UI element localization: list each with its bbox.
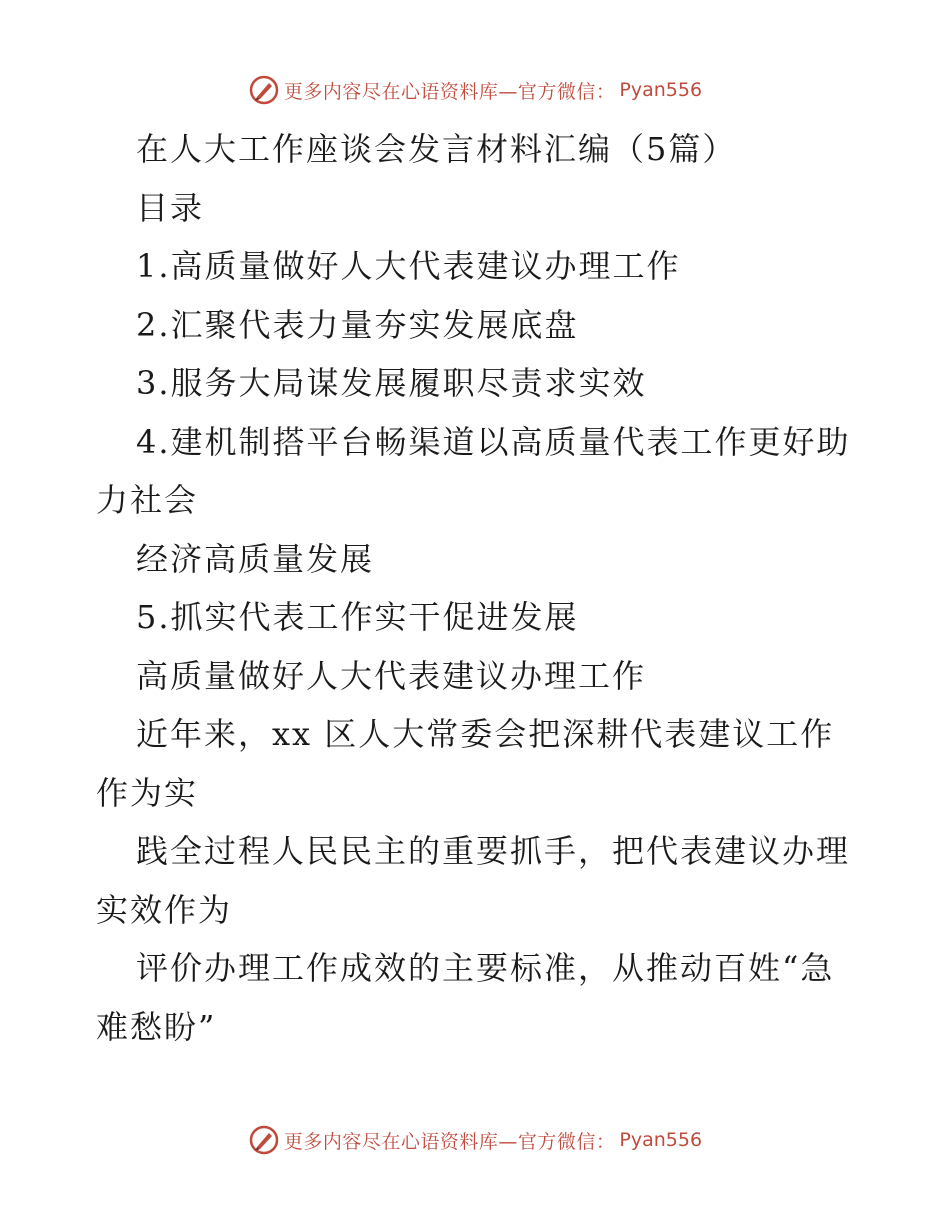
toc-item-2: 2.汇聚代表力量夯实发展底盘 [136, 305, 579, 344]
toc-item-4-continued: 力社会 [96, 481, 199, 519]
paragraph-line: 践全过程人民民主的重要抓手，把代表建议办理 [136, 832, 851, 870]
watermark-wechat-id: Pyan556 [619, 79, 703, 101]
document-title: 在人大工作座谈会发言材料汇编（5篇） [136, 130, 737, 168]
paragraph-line: 评价办理工作成效的主要标准，从推动百姓“急 [136, 949, 835, 987]
pen-logo-icon [248, 1124, 280, 1156]
watermark-wechat-id: Pyan556 [619, 1129, 703, 1151]
watermark-text: 更多内容尽在心语资料库—官方微信： [283, 80, 616, 103]
toc-item-4: 4.建机制搭平台畅渠道以高质量代表工作更好助 [136, 422, 851, 461]
header-watermark [0, 74, 950, 106]
toc-item-3: 3.服务大局谋发展履职尽责求实效 [136, 364, 647, 402]
document-body [96, 120, 856, 1056]
section-heading: 高质量做好人大代表建议办理工作 [136, 656, 647, 695]
toc-item-5: 5.抓实代表工作实干促进发展 [136, 598, 579, 636]
toc-heading: 目录 [136, 188, 205, 227]
paragraph-line: 作为实 [96, 773, 199, 812]
paragraph-line: 实效作为 [96, 890, 233, 929]
pen-logo-icon [248, 74, 280, 106]
watermark-text: 更多内容尽在心语资料库—官方微信： [283, 1130, 616, 1153]
toc-item-1: 1.高质量做好人大代表建议办理工作 [136, 247, 681, 285]
toc-item-4-continued-2: 经济高质量发展 [136, 539, 375, 578]
paragraph-line: 近年来，xx 区人大常委会把深耕代表建议工作 [136, 715, 835, 753]
footer-watermark [0, 1124, 950, 1156]
paragraph-line: 难愁盼” [96, 1007, 217, 1046]
